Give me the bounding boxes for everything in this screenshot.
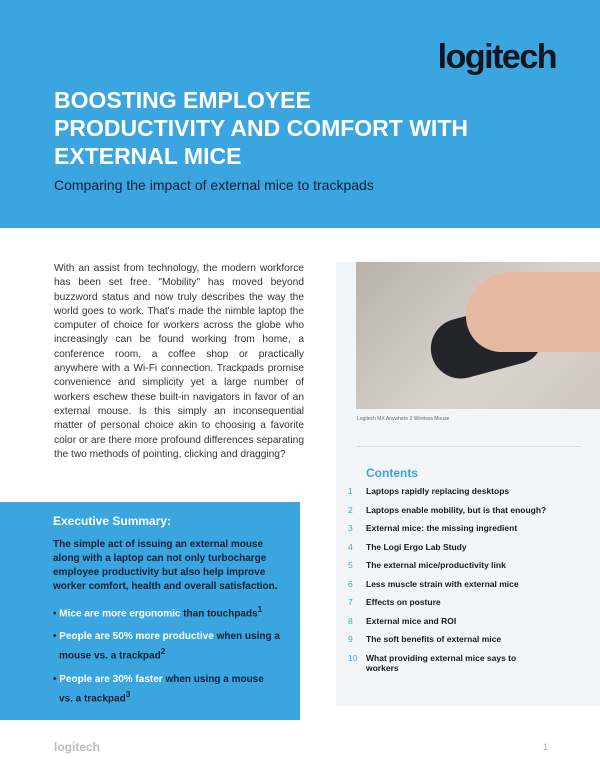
executive-summary xyxy=(0,502,300,720)
toc-item[interactable] xyxy=(348,597,548,608)
contents-heading: Contents xyxy=(366,466,418,480)
toc-item[interactable] xyxy=(348,505,548,516)
footer-logo: logitech xyxy=(54,740,101,754)
bullet-highlight: Mice are more ergonomic xyxy=(59,608,181,620)
table-of-contents xyxy=(348,466,548,682)
page-title: BOOSTING EMPLOYEE PRODUCTIVITY AND COMFORT WITH EXTERNAL MICE xyxy=(54,87,468,169)
toc-label: Laptops rapidly replacing desktops xyxy=(366,486,510,496)
toc-number: 8 xyxy=(348,615,353,626)
toc-number: 2 xyxy=(348,504,353,515)
toc-number: 5 xyxy=(348,560,353,570)
toc-number: 3 xyxy=(348,523,353,533)
toc-label: The Logi Ergo Lab Study xyxy=(366,541,467,552)
toc-item[interactable] xyxy=(348,560,548,571)
toc-label: Laptops enable mobility, but is that enough? xyxy=(366,504,547,515)
toc-item[interactable] xyxy=(348,616,548,627)
exec-bullet: • People are 50% more productive when using a mouse vs. a trackpad$^2$ xyxy=(53,631,280,662)
photo-caption: Logitech MX Anywhere 3 Wireless Mouse xyxy=(357,416,450,422)
footnote-ref: 2 xyxy=(160,646,166,657)
bullet-highlight: People are 50% more productive xyxy=(59,631,214,643)
exec-heading: Executive Summary: xyxy=(53,514,172,528)
toc-number: 1 xyxy=(348,486,353,496)
hand-image xyxy=(466,272,600,352)
toc-item[interactable] xyxy=(348,634,548,645)
toc-item[interactable] xyxy=(348,542,548,553)
footnote-ref: 3 xyxy=(125,688,131,699)
bullet-text: when using a mouse vs. a trackpad xyxy=(59,631,280,662)
toc-label: The soft benefits of external mice xyxy=(366,634,502,644)
toc-label: External mice and ROI xyxy=(366,615,457,626)
toc-number: 4 xyxy=(348,541,353,552)
toc-number: 10 xyxy=(348,652,358,663)
footnote-ref: 1 xyxy=(257,604,263,614)
logitech-logo: logitech xyxy=(437,38,556,76)
bullet-highlight: People are 30% faster xyxy=(59,673,163,685)
page-subtitle: Comparing the impact of external mice to trackpads xyxy=(54,177,374,193)
bullet-text: when using a mouse vs. a trackpad xyxy=(59,673,264,704)
toc-item[interactable] xyxy=(348,653,548,674)
mouse-photo xyxy=(356,262,600,409)
exec-bullet: • Mice are more ergonomic than touchpads$^1$ xyxy=(53,604,263,620)
toc-label: Effects on posture xyxy=(366,597,441,607)
exec-bullet: • People are 30% faster when using a mouse vs. a trackpad$^3$ xyxy=(53,673,264,704)
toc-number: 6 xyxy=(348,578,353,589)
toc-item[interactable] xyxy=(348,486,548,497)
divider xyxy=(357,446,581,447)
toc-item[interactable] xyxy=(348,579,548,590)
toc-label: What providing external mice says to workers xyxy=(366,652,517,673)
header-banner xyxy=(0,0,600,228)
toc-number: 7 xyxy=(348,597,353,607)
toc-label: Less muscle strain with external mice xyxy=(366,578,519,589)
toc-number: 9 xyxy=(348,634,353,644)
bullet-text: than touchpads xyxy=(180,608,258,620)
intro-text: With an assist from technology, the modern workforce has been set free. "Mobility" has moved beyond buzzword status and now truly describes the way the world goes to work. That's made the nimble laptop the computer of choice for workers across the globe who increasingly can be found working from home, a conference room, a coffee shop or practically anywhere with a Wi-Fi connection. Trackpads promise convenience and simplicity yet a large number of workers eschew these built-in navigators in favor of an external mouse. Is this simply an inconsequential matter of personal choice akin to choosing a favorite color or are there more profound differences separating the two methods of pointing, clicking and dragging? xyxy=(54,263,304,460)
toc-item[interactable] xyxy=(348,523,548,534)
toc-label: External mice: the missing ingredient xyxy=(366,523,518,533)
page-number: 1 xyxy=(542,742,548,752)
toc-label: The external mice/productivity link xyxy=(366,560,506,570)
exec-lead: The simple act of issuing an external mouse along with a laptop can not only turbocharge employee productivity but also help improve worker comfort, health and overall satisfaction. xyxy=(53,539,278,592)
